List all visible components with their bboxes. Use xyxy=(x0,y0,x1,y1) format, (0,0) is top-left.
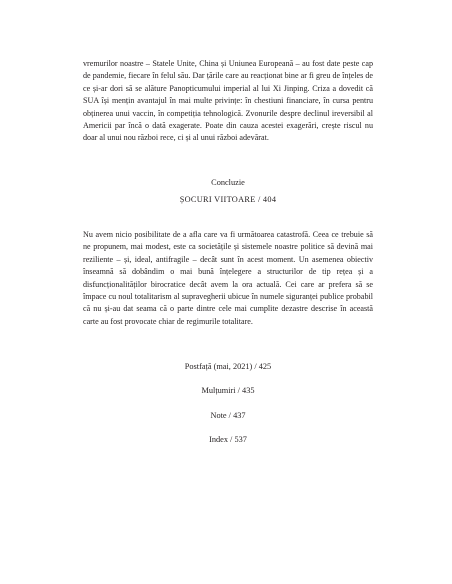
body-paragraph-1: vremurilor noastre – Statele Unite, China și Uniunea Europeană – au fost date peste cap de pandemie, fiecare în felul său. Dar țările care au reacționat bine ar fi greu de înțeles de ce și-ar dori să se alăture Panopticumului imperial al lui Xi Jinping. Criza a dovedit că SUA își mențin avantajul în mai multe privințe: în chestiuni financiare, în cursa pentru obținerea unui vaccin, în competiția tehnologică. Zvonurile despre declinul ireversibil al Americii par încă o dată exagerate. Poate din cauza acestei exagerări, crește riscul nu doar al unui nou război rece, ci și al unui război adevărat. xyxy=(83,59,373,143)
section-label-conclusion: Concluzie xyxy=(211,178,245,187)
body-paragraph-2: Nu avem nicio posibilitate de a afla care va fi următoarea catastrofă. Ceea ce trebuie să ne propunem, mai modest, este ca societățile și sistemele noastre politice să devină mai reziliente – și, ideal, antifragile – decât sunt în acest moment. Un asemenea obiectiv înseamnă să dobândim o mai bună înțelegere a structurilor de tip rețea și a disfuncționalităților birocratice decât avem la ora actuală. Cei care ar prefera să se împace cu noul totalitarism al supravegherii ubicue în numele siguranței publice probabil că nu și-au dat seama că o parte dintre cele mai cumplite dezastre descrise în această carte au fost provocate chiar de regimurile totalitare. xyxy=(83,230,373,326)
toc-entry-multumiri: Mulțumiri / 435 xyxy=(201,386,255,395)
section-title-future-shocks: ȘOCURI VIITOARE / 404 xyxy=(179,195,277,204)
toc-entry-postfata: Postfață (mai, 2021) / 425 xyxy=(184,362,272,371)
toc-entry-note: Note / 437 xyxy=(210,411,246,420)
toc-entry-index: Index / 537 xyxy=(209,435,247,444)
